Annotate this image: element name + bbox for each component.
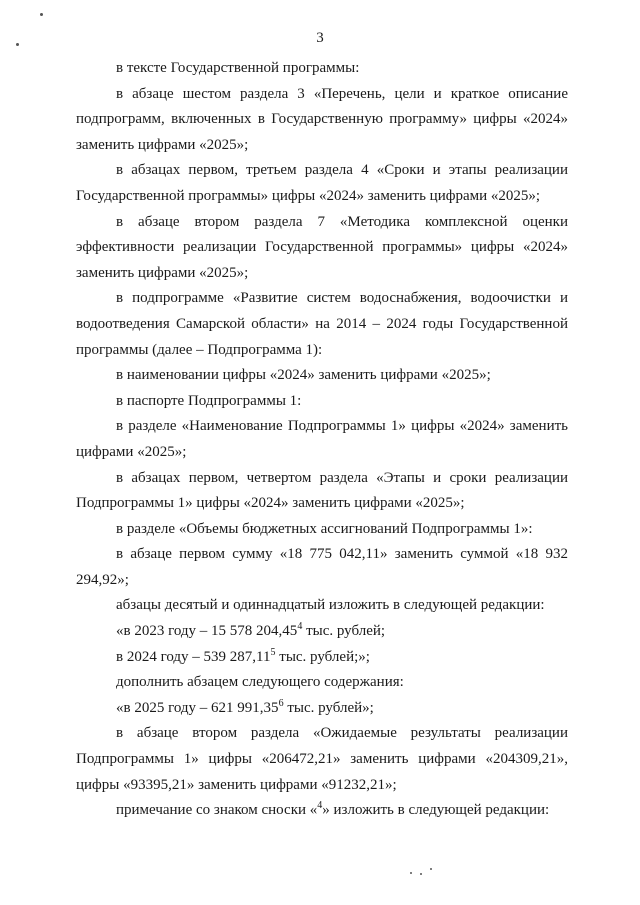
footnote-mark: 4 xyxy=(317,800,323,812)
paragraph: в абзаце втором раздела 7 «Методика комплексной оценки эффективности реализации Государственной программы» цифры «2024» заменить цифрами «2025»; xyxy=(76,213,568,281)
paragraph: дополнить абзацем следующего содержания: xyxy=(116,674,404,691)
scan-dot-bottom xyxy=(410,872,412,874)
paragraph: в подпрограмме «Развитие систем водоснабжения, водоочистки и водоотведения Самарской области» на 2014 – 2024 годы Государственной программы (далее – Подпрограмма 1): xyxy=(76,290,568,358)
footnote-mark: 6 xyxy=(278,697,284,709)
paragraph: в абзаце втором раздела «Ожидаемые результаты реализации Подпрограммы 1» цифры «206472,21» заменить цифрами «204309,21», цифры «93395,21» заменить цифрами «91232,21»; xyxy=(76,725,568,793)
amount-line-2024: в 2024 году – 539 287,11$^5$ тыс. рублей;»; xyxy=(116,646,370,665)
paragraph: в разделе «Объемы бюджетных ассигнований Подпрограммы 1»: xyxy=(116,520,533,537)
paragraph-note: примечание со знаком сноски «$^4$» изложить в следующей редакции: xyxy=(116,800,550,819)
paragraph: в паспорте Подпрограммы 1: xyxy=(116,392,302,409)
footnote-mark: 5 xyxy=(270,646,276,658)
paragraph: в абзацах первом, четвертом раздела «Этапы и сроки реализации Подпрограммы 1» цифры «2024» заменить цифрами «2025»; xyxy=(76,469,568,512)
scan-dot-bottom xyxy=(420,873,422,875)
scan-dot-top xyxy=(40,13,43,16)
paragraph: в наименовании цифры «2024» заменить цифрами «2025»; xyxy=(116,367,491,384)
paragraph: в тексте Государственной программы: xyxy=(116,60,360,76)
paragraph: в абзаце первом сумму «18 775 042,11» заменить суммой «18 932 294,92»; xyxy=(76,546,568,588)
paragraph: в разделе «Наименование Подпрограммы 1» цифры «2024» заменить цифрами «2025»; xyxy=(76,418,568,460)
paragraph: в абзацах первом, третьем раздела 4 «Сроки и этапы реализации Государственной программы» цифры «2024» заменить цифрами «2025»; xyxy=(76,162,568,204)
amount-line-2025: «в 2025 году – 621 991,35$^6$ тыс. рублей»; xyxy=(116,697,374,716)
page-number: 3 xyxy=(316,30,324,46)
paragraph: в абзаце шестом раздела 3 «Перечень, цели и краткое описание подпрограмм, включенных в Государственную программу» цифры «2024» заменить цифрами «2025»; xyxy=(76,85,568,153)
amount-line-2023: «в 2023 году – 15 578 204,45$^4$ тыс. рублей; xyxy=(116,621,386,640)
paragraph: абзацы десятый и одиннадцатый изложить в следующей редакции: xyxy=(116,597,545,614)
scan-dot-bottom xyxy=(430,868,432,870)
footnote-mark: 4 xyxy=(297,621,303,633)
document-body xyxy=(76,56,568,824)
